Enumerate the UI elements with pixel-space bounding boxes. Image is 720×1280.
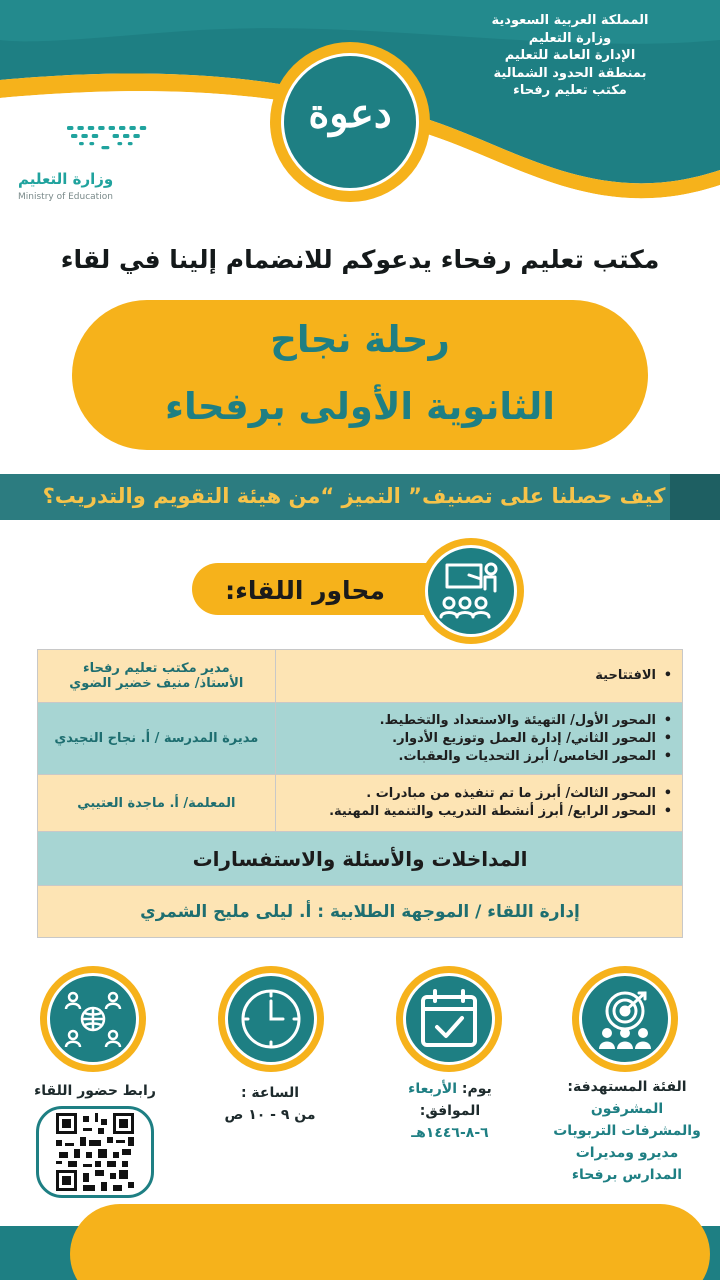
topic-item: • المحور الأول/ التهيئة والاستعداد والتخطيط. <box>286 712 672 730</box>
time-label: الساعة : <box>240 1085 300 1101</box>
time-block <box>210 1082 330 1126</box>
presenter-cell <box>38 650 276 703</box>
topics-cell <box>275 775 682 832</box>
day-label: يوم: <box>461 1081 492 1097</box>
moderator-cell: إدارة اللقاء / الموجهة الطلابية : أ. ليلى مليح الشمري <box>38 886 683 938</box>
audience-line: مديرو ومديرات <box>575 1145 679 1161</box>
calendar-check-icon <box>417 987 481 1051</box>
ministry-logo-icon <box>60 122 170 162</box>
audience-label: الفئة المستهدفة: <box>567 1079 687 1095</box>
presenter-line: مدير مكتب تعليم رفحاء <box>82 661 230 676</box>
audience-line: والمشرفات التربويات <box>553 1123 701 1139</box>
presenter-line: المعلمة/ أ. ماجدة العتيبي <box>77 795 236 811</box>
table-row <box>38 775 683 832</box>
ministry-logo-english: Ministry of Education <box>18 192 113 202</box>
date-label: الموافق: <box>419 1103 481 1119</box>
title-line-2: الثانوية الأولى برفحاء <box>165 385 555 428</box>
date-value: ٦-٨-١٤٤٦هـ <box>411 1125 489 1141</box>
intro-heading: مكتب تعليم رفحاء يدعوكم للانضمام إلينا في لقاء <box>60 245 660 274</box>
topic-item: • المحور الرابع/ أبرز أنشطة التدريب والتنمية المهنية. <box>286 803 672 821</box>
presenter-cell <box>38 703 276 775</box>
audience-line: المدارس برفحاء <box>571 1167 683 1183</box>
network-people-icon <box>61 987 125 1051</box>
presenter-icon <box>435 555 507 627</box>
header-org-block <box>450 12 690 100</box>
presenter-cell <box>38 775 276 832</box>
invite-word: دعوة <box>308 90 392 137</box>
presenter-line: مديرة المدرسة / أ. نجاح النجيدي <box>54 731 259 746</box>
axes-heading: محاور اللقاء: <box>225 576 385 605</box>
table-row <box>38 886 683 938</box>
topic-item: • المحور الثاني/ إدارة العمل وتوزيع الأدوار. <box>286 730 672 748</box>
table-row <box>38 703 683 775</box>
day-value: الأربعاء <box>408 1081 458 1097</box>
header-line: المملكة العربية السعودية <box>491 13 649 28</box>
ministry-logo-arabic: وزارة التعليم <box>18 170 114 188</box>
time-value: من ٩ - ١٠ ص <box>224 1107 316 1123</box>
topics-cell <box>275 650 682 703</box>
presenter-line: الأستاذ/ منيف خضير الضوي <box>69 676 244 691</box>
clock-icon <box>239 987 303 1051</box>
topic-item: • المحور الخامس/ أبرز التحديات والعقبات. <box>286 748 672 766</box>
header-line: الإدارة العامة للتعليم <box>504 48 636 63</box>
header-line: وزارة التعليم <box>528 30 612 46</box>
audience-block <box>546 1076 708 1186</box>
date-block <box>380 1078 520 1144</box>
target-audience-icon <box>593 987 657 1051</box>
audience-line: المشرفون <box>590 1101 664 1117</box>
qa-cell: المداخلات والأسئلة والاستفسارات <box>38 832 683 886</box>
topic-item: • الافتتاحية <box>286 667 672 685</box>
header-line: بمنطقة الحدود الشمالية <box>493 65 647 81</box>
table-row <box>38 832 683 886</box>
table-row <box>38 650 683 703</box>
topic-item: • المحور الثالث/ أبرز ما تم تنفيذه من مبادرات . <box>286 785 672 803</box>
footer-pill <box>70 1204 710 1280</box>
link-label: رابط حضور اللقاء <box>34 1083 156 1099</box>
qr-code-icon[interactable] <box>56 1113 134 1191</box>
question-text: كيف حصلنا على تصنيف” التميز “من هيئة التقويم والتدريب؟ <box>42 484 666 508</box>
topics-cell <box>275 703 682 775</box>
header-line: مكتب تعليم رفحاء <box>513 83 627 98</box>
axes-table <box>37 649 683 938</box>
title-line-1: رحلة نجاح <box>270 318 450 361</box>
